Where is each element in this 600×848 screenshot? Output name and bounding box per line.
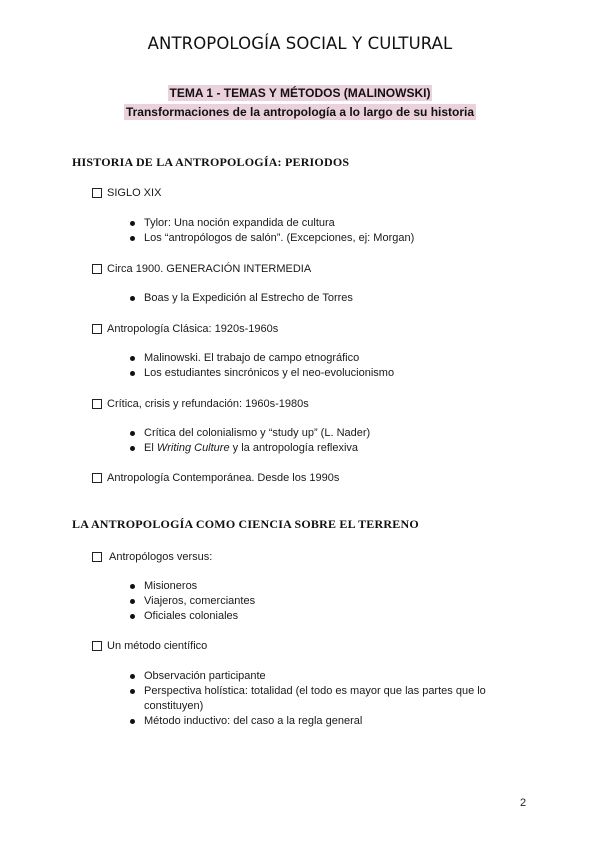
bullet-list bbox=[130, 579, 255, 624]
topic-title: TEMA 1 - TEMAS Y MÉTODOS (MALINOWSKI) bbox=[169, 86, 431, 100]
list-item-text: constituyen) bbox=[144, 700, 204, 712]
bullet-list bbox=[130, 291, 353, 306]
checkbox-item-circa-1900 bbox=[92, 262, 311, 276]
checkbox-icon bbox=[92, 264, 102, 274]
list-item-text: Perspectiva holística: totalidad (el todo es mayor que las partes que lo bbox=[144, 685, 486, 697]
list-item bbox=[130, 351, 394, 366]
checkbox-icon bbox=[92, 399, 102, 409]
bullet-icon bbox=[130, 584, 135, 589]
bullet-icon bbox=[130, 614, 135, 619]
list-item-text: Tylor: Una noción expandida de cultura bbox=[144, 217, 335, 229]
list-item-text: Malinowski. El trabajo de campo etnográfico bbox=[144, 352, 360, 364]
bullet-icon bbox=[130, 296, 135, 301]
checkbox-label: Antropología Contemporánea. Desde los 1990s bbox=[107, 472, 340, 484]
page-title: ANTROPOLOGÍA SOCIAL Y CULTURAL bbox=[147, 34, 453, 53]
list-item-text: Observación participante bbox=[144, 670, 266, 682]
book-title: Writing Culture bbox=[156, 442, 230, 454]
list-item-text: Viajeros, comerciantes bbox=[144, 595, 256, 607]
checkbox-label: Un método científico bbox=[107, 640, 208, 652]
list-item-text: Misioneros bbox=[144, 580, 198, 592]
list-item bbox=[130, 609, 255, 624]
topic-subtitle: Transformaciones de la antropología a lo largo de su historia bbox=[125, 105, 475, 119]
list-item bbox=[130, 441, 370, 456]
list-item-text: Crítica del colonialismo y “study up” (L. Nader) bbox=[144, 427, 371, 439]
bullet-icon bbox=[130, 446, 135, 451]
list-item bbox=[130, 291, 353, 306]
bullet-icon bbox=[130, 719, 135, 724]
list-item bbox=[130, 714, 486, 729]
checkbox-icon bbox=[92, 324, 102, 334]
list-item bbox=[130, 216, 414, 231]
list-item bbox=[130, 366, 394, 381]
bullet-icon bbox=[130, 599, 135, 604]
checkbox-item-metodo-cientifico bbox=[92, 639, 207, 653]
page-number: 2 bbox=[520, 797, 527, 809]
list-item bbox=[130, 231, 414, 246]
list-item-text: Los estudiantes sincrónicos y el neo-evolucionismo bbox=[144, 367, 395, 379]
list-item-text: Los “antropólogos de salón”. (Excepciones, ej: Morgan) bbox=[144, 232, 415, 244]
bullet-icon bbox=[130, 356, 135, 361]
bullet-icon bbox=[130, 674, 135, 679]
list-item-text: Método inductivo: del caso a la regla general bbox=[144, 715, 363, 727]
list-item bbox=[130, 669, 486, 684]
list-item-continuation bbox=[130, 699, 486, 714]
checkbox-icon bbox=[92, 552, 102, 562]
checkbox-label: Antropología Clásica: 1920s-1960s bbox=[107, 323, 279, 335]
checkbox-icon bbox=[92, 641, 102, 651]
bullet-icon bbox=[130, 431, 135, 436]
checkbox-item-antropologos-versus bbox=[92, 550, 212, 564]
checkbox-label: Circa 1900. GENERACIÓN INTERMEDIA bbox=[107, 263, 312, 275]
list-item-text: Oficiales coloniales bbox=[144, 610, 239, 622]
list-item-text: y la antropología reflexiva bbox=[229, 442, 359, 454]
checkbox-label: SIGLO XIX bbox=[107, 187, 162, 199]
checkbox-item-antropologia-clasica bbox=[92, 322, 278, 336]
list-item bbox=[130, 579, 255, 594]
checkbox-label: Crítica, crisis y refundación: 1960s-1980s bbox=[107, 398, 309, 410]
bullet-icon bbox=[130, 371, 135, 376]
section-heading-ciencia-terreno: LA ANTROPOLOGÍA COMO CIENCIA SOBRE EL TERRENO bbox=[72, 517, 419, 531]
bullet-icon bbox=[130, 236, 135, 241]
bullet-icon bbox=[130, 221, 135, 226]
checkbox-item-siglo-xix bbox=[92, 186, 161, 200]
bullet-list bbox=[130, 669, 486, 729]
list-item-text: Boas y la Expedición al Estrecho de Torres bbox=[144, 292, 353, 304]
list-item bbox=[130, 594, 255, 609]
checkbox-icon bbox=[92, 473, 102, 483]
topic-block bbox=[0, 84, 600, 121]
list-item-text: El bbox=[144, 442, 157, 454]
bullet-list bbox=[130, 351, 394, 381]
bullet-list bbox=[130, 216, 414, 246]
bullet-list bbox=[130, 426, 370, 456]
section-heading-historia: HISTORIA DE LA ANTROPOLOGÍA: PERIODOS bbox=[72, 155, 350, 169]
checkbox-icon bbox=[92, 188, 102, 198]
list-item bbox=[130, 684, 486, 699]
checkbox-item-critica bbox=[92, 397, 309, 411]
checkbox-item-contemporanea bbox=[92, 471, 339, 485]
bullet-icon bbox=[130, 689, 135, 694]
checkbox-label: Antropólogos versus: bbox=[109, 551, 213, 563]
list-item bbox=[130, 426, 370, 441]
